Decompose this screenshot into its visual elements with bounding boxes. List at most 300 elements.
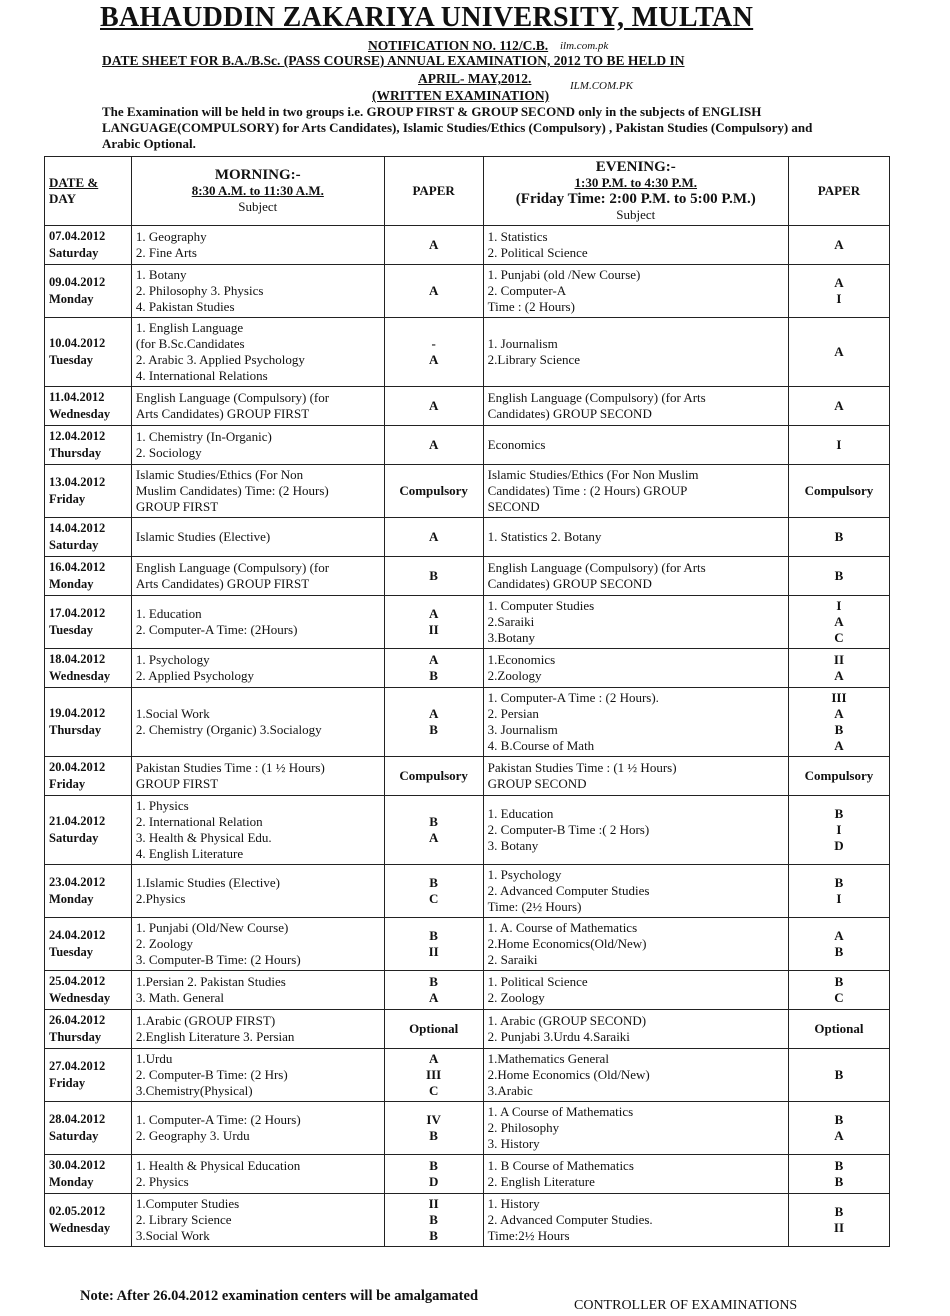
evening-paper [788,318,889,387]
evening-subjects-line: GROUP SECOND [487,776,587,791]
evening-subjects-line: English Language (Compulsory) (for Arts [487,560,706,575]
morning-paper [384,688,483,757]
exam-date: 13.04.2012 [49,475,106,489]
evening-subjects-line: 1. A. Course of Mathematics [487,920,638,935]
evening-subjects-line: Islamic Studies/Ethics (For Non Muslim [487,467,699,482]
morning-subjects [131,265,384,318]
evening-subjects-line: 1. Psychology [487,867,562,882]
morning-subjects [131,518,384,557]
evening-subjects [483,465,788,518]
exam-day: Friday [49,492,86,506]
morning-subjects-line: 2. Physics [135,1174,189,1189]
evening-subjects-line: 2. Computer-A [487,283,567,298]
exam-date: 28.04.2012 [49,1112,106,1126]
table-row [45,649,890,688]
table-row [45,1155,890,1194]
exam-date: 27.04.2012 [49,1059,106,1073]
evening-paper [788,688,889,757]
evening-paper [788,1155,889,1194]
exam-day: Wednesday [49,669,111,683]
evening-subjects-line: 3.Botany [487,630,535,645]
evening-subjects [483,596,788,649]
evening-paper-line: B [834,1204,844,1219]
morning-subjects [131,688,384,757]
table-row [45,757,890,796]
table-row [45,518,890,557]
evening-paper-line: B [834,1112,844,1127]
morning-subjects-line: Muslim Candidates) Time: (2 Hours) [135,483,329,498]
morning-paper [384,426,483,465]
morning-paper-line: - [431,336,436,351]
evening-subjects-line: SECOND [487,499,540,514]
evening-paper [788,387,889,426]
evening-paper-line: I [836,822,842,837]
date-cell [45,1049,132,1102]
morning-paper-line: A [428,398,439,413]
morning-paper-line: B [429,1228,438,1243]
morning-subjects-line: 1. Education [135,606,202,621]
evening-paper-line: A [834,614,844,629]
morning-subjects-line: 3. Health & Physical Edu. [135,830,272,845]
date-cell [45,557,132,596]
date-cell [45,1194,132,1247]
evening-paper-line: I [836,598,842,613]
evening-subjects [483,426,788,465]
evening-paper-line: III [831,690,847,705]
evening-subjects-line: Time:2½ Hours [487,1228,570,1243]
evening-subjects-line: Time : (2 Hours) [487,299,575,314]
morning-subjects-line: 1.Islamic Studies (Elective) [135,875,280,890]
date-cell [45,796,132,865]
morning-paper-line: IV [426,1112,441,1127]
morning-subjects-line: 1. Computer-A Time: (2 Hours) [135,1112,301,1127]
exam-day: Thursday [49,446,102,460]
evening-paper-line: A [834,237,844,252]
evening-subjects-line: Time: (2½ Hours) [487,899,582,914]
morning-subjects [131,426,384,465]
evening-subjects [483,318,788,387]
evening-paper-line: B [834,944,844,959]
evening-subjects-line: 2. Computer-B Time :( 2 Hors) [487,822,650,837]
table-row [45,865,890,918]
datesheet-heading-line1: DATE SHEET FOR B.A./B.Sc. (PASS COURSE) ANNUAL EXAMINATION, 2012 TO BE HELD IN [102,53,685,68]
morning-subjects-line: 1. Botany [135,267,187,282]
morning-subjects-line: 2. Applied Psychology [135,668,255,683]
morning-subjects-line: 2. Arabic 3. Applied Psychology [135,352,305,367]
evening-subjects-line: 1.Mathematics General [487,1051,609,1066]
date-cell [45,518,132,557]
exam-day: Friday [49,1076,86,1090]
evening-paper [788,1010,889,1049]
date-sheet-table [44,156,890,1247]
evening-subjects-line: 2.Home Economics (Old/New) [487,1067,650,1082]
morning-subjects-line: 1. Geography [135,229,207,244]
evening-paper-line: B [834,529,844,544]
evening-paper-line: A [834,1128,844,1143]
morning-subjects-line: 4. International Relations [135,368,268,383]
evening-subjects [483,757,788,796]
table-row [45,465,890,518]
morning-paper [384,865,483,918]
evening-paper-line: A [834,738,844,753]
morning-subjects [131,1010,384,1049]
evening-paper-line: I [836,291,842,306]
morning-paper-line: A [428,990,439,1005]
exam-date: 17.04.2012 [49,606,106,620]
evening-paper-line: II [833,652,845,667]
evening-subjects-line: 2. English Literature [487,1174,595,1189]
evening-paper [788,596,889,649]
morning-subjects [131,596,384,649]
table-row [45,1049,890,1102]
date-cell [45,265,132,318]
evening-paper [788,226,889,265]
morning-subjects-line: 2.Physics [135,891,186,906]
morning-paper-line: C [428,1083,439,1098]
morning-paper-line: II [428,944,439,959]
evening-paper [788,1049,889,1102]
evening-subjects-line: 1. Arabic (GROUP SECOND) [487,1013,647,1028]
morning-subjects-line: 1. Psychology [135,652,210,667]
morning-subjects-line: English Language (Compulsory) (for [135,560,330,575]
exam-day: Wednesday [49,991,111,1005]
date-header-label: DATE & [49,175,99,190]
date-cell [45,918,132,971]
morning-paper-line: B [429,1212,438,1227]
evening-subjects-line: 2. Philosophy [487,1120,560,1135]
exam-day: Saturday [49,538,99,552]
morning-subject-label: Subject [238,199,278,214]
morning-subjects [131,1102,384,1155]
exam-day: Tuesday [49,945,94,959]
table-row [45,918,890,971]
exam-date: 20.04.2012 [49,760,106,774]
evening-paper-line: A [834,668,844,683]
morning-paper [384,796,483,865]
morning-paper-line: B [429,668,438,683]
date-cell [45,1102,132,1155]
university-title: BAHAUDDIN ZAKARIYA UNIVERSITY, MULTAN [100,2,754,33]
morning-subjects [131,1194,384,1247]
evening-subjects [483,387,788,426]
evening-subjects-line: 1. Computer Studies [487,598,595,613]
exam-date: 11.04.2012 [49,390,105,404]
evening-subjects-line: 2. Advanced Computer Studies [487,883,650,898]
exam-day: Tuesday [49,353,94,367]
evening-paper-header: PAPER [788,157,889,226]
written-exam-heading: (WRITTEN EXAMINATION) [372,88,550,103]
evening-paper [788,757,889,796]
morning-subjects [131,465,384,518]
day-header-label: DAY [49,191,76,206]
watermark-middle: ILM.COM.PK [570,80,633,92]
datesheet-heading-line2: APRIL- MAY,2012. [418,71,532,86]
evening-subjects [483,918,788,971]
evening-subjects-line: 3. History [487,1136,540,1151]
date-day-header [45,157,132,226]
morning-subjects-line: 4. English Literature [135,846,244,861]
evening-paper-line: A [834,275,844,290]
morning-paper-line: B [429,875,438,890]
morning-subjects-line: 1. Punjabi (Old/New Course) [135,920,289,935]
morning-subjects [131,318,384,387]
evening-subjects-line: 2.Home Economics(Old/New) [487,936,647,951]
morning-paper-line: A [428,606,439,621]
morning-subjects-line: 2. Philosophy 3. Physics [135,283,264,298]
evening-subjects-line: 2. Advanced Computer Studies. [487,1212,653,1227]
morning-subjects [131,649,384,688]
evening-subjects [483,796,788,865]
evening-paper-line: B [834,875,844,890]
exam-day: Thursday [49,723,102,737]
evening-subjects [483,518,788,557]
evening-label: EVENING:- [595,159,676,175]
evening-subjects-line: 2. Political Science [487,245,588,260]
table-row [45,387,890,426]
evening-subjects-line: 1. Political Science [487,974,588,989]
evening-subjects-line: 1. Computer-A Time : (2 Hours). [487,690,659,705]
watermark-top: ilm.com.pk [560,40,609,52]
morning-subjects-line: 1.Persian 2. Pakistan Studies [135,974,286,989]
table-row [45,796,890,865]
evening-paper-line: A [834,344,844,359]
friday-time: (Friday Time: 2:00 P.M. to 5:00 P.M.) [515,191,756,207]
date-cell [45,465,132,518]
morning-subjects-line: 4. Pakistan Studies [135,299,235,314]
table-row [45,596,890,649]
morning-paper-line: B [429,568,438,583]
evening-subjects-line: 1. A Course of Mathematics [487,1104,634,1119]
morning-paper-line: A [428,283,439,298]
evening-subjects-line: 2. Persian [487,706,539,721]
exam-day: Saturday [49,246,99,260]
exam-day: Saturday [49,1129,99,1143]
evening-paper-line: B [834,974,844,989]
morning-paper-line: B [429,722,438,737]
evening-subjects [483,265,788,318]
evening-paper-line: B [834,722,844,737]
evening-subjects-line: 2. Saraiki [487,952,538,967]
morning-subjects [131,557,384,596]
evening-paper [788,518,889,557]
exam-day: Monday [49,892,94,906]
evening-paper-line: A [834,928,844,943]
evening-paper-line: Optional [814,1021,864,1036]
controller-signature: CONTROLLER OF EXAMINATIONS [574,1298,798,1313]
evening-paper-line: I [836,891,842,906]
morning-paper-line: Compulsory [399,483,468,498]
evening-time: 1:30 P.M. to 4:30 P.M. [574,175,698,190]
morning-subjects-line: GROUP FIRST [135,499,219,514]
date-cell [45,649,132,688]
morning-subjects [131,971,384,1010]
evening-paper [788,649,889,688]
evening-subjects-line: 2. Punjabi 3.Urdu 4.Saraiki [487,1029,630,1044]
morning-paper [384,1155,483,1194]
evening-paper [788,918,889,971]
morning-paper [384,318,483,387]
morning-subjects-line: 2. Computer-A Time: (2Hours) [135,622,298,637]
evening-subjects [483,1049,788,1102]
morning-subjects-line: 1.Urdu [135,1051,173,1066]
exam-day: Monday [49,292,94,306]
evening-subjects-line: 3. Journalism [487,722,558,737]
date-cell [45,757,132,796]
evening-subjects-line: 1. Education [487,806,554,821]
morning-subjects-line: 1.Arabic (GROUP FIRST) [135,1013,276,1028]
table-row [45,688,890,757]
evening-subjects [483,865,788,918]
exam-date: 24.04.2012 [49,928,106,942]
morning-subjects-line: 2. Chemistry (Organic) 3.Socialogy [135,722,322,737]
exam-date: 12.04.2012 [49,429,106,443]
evening-subjects-line: 4. B.Course of Math [487,738,595,753]
morning-paper [384,518,483,557]
notification-number: NOTIFICATION NO. 112/C.B. [368,38,549,53]
morning-subjects-line: Islamic Studies/Ethics (For Non [135,467,304,482]
morning-subjects-line: Arts Candidates) GROUP FIRST [135,406,310,421]
evening-subjects [483,557,788,596]
morning-paper-line: B [429,974,438,989]
morning-subjects-line: 3. Computer-B Time: (2 Hours) [135,952,301,967]
morning-paper-line: A [428,529,439,544]
evening-paper-line: B [834,1067,844,1082]
morning-subjects [131,757,384,796]
evening-paper-line: B [834,568,844,583]
evening-paper [788,796,889,865]
morning-paper-line: III [426,1067,442,1082]
table-row [45,1194,890,1247]
morning-paper [384,1102,483,1155]
evening-paper-line: II [833,1220,845,1235]
date-cell [45,1155,132,1194]
morning-paper-line: B [429,928,438,943]
evening-paper-line: B [834,806,844,821]
morning-subjects-line: (for B.Sc.Candidates [135,336,245,351]
morning-paper [384,265,483,318]
morning-paper [384,1049,483,1102]
morning-subjects-line: 2. Sociology [135,445,202,460]
morning-paper [384,226,483,265]
evening-subjects-line: 2.Saraiki [487,614,535,629]
exam-day: Thursday [49,1030,102,1044]
morning-subjects [131,1155,384,1194]
date-cell [45,688,132,757]
morning-paper [384,918,483,971]
evening-subjects-line: Economics [487,437,546,452]
evening-subjects-line: 1. Journalism [487,336,558,351]
evening-paper [788,971,889,1010]
evening-subjects [483,226,788,265]
morning-subjects-line: 1. English Language [135,320,244,335]
exam-day: Friday [49,777,86,791]
evening-subject-label: Subject [616,207,656,222]
evening-paper-line: Compulsory [804,483,874,498]
date-cell [45,387,132,426]
footer-note: Note: After 26.04.2012 examination centers will be amalgamated [80,1288,479,1304]
morning-paper [384,971,483,1010]
morning-subjects-line: 3.Social Work [135,1228,210,1243]
morning-paper [384,649,483,688]
evening-paper [788,465,889,518]
exam-date: 25.04.2012 [49,974,106,988]
morning-paper-line: A [428,1051,439,1066]
morning-subjects [131,387,384,426]
morning-paper-line: D [428,1174,439,1189]
evening-paper-line: Compulsory [804,768,874,783]
morning-subjects-line: 1. Chemistry (In-Organic) [135,429,272,444]
evening-paper [788,265,889,318]
morning-subjects-line: 1.Social Work [135,706,210,721]
evening-subjects-line: 1. History [487,1196,540,1211]
evening-subjects-line: 2. Zoology [487,990,545,1005]
evening-subjects-line: 1.Economics [487,652,556,667]
table-header-row [45,157,890,226]
morning-subjects-line: GROUP FIRST [135,776,219,791]
evening-subjects-line: 1. Statistics [487,229,548,244]
morning-paper [384,1194,483,1247]
morning-paper-line: B [429,814,438,829]
morning-subjects [131,226,384,265]
morning-paper-line: A [428,830,439,845]
morning-paper-header: PAPER [384,157,483,226]
evening-paper-line: A [834,706,844,721]
evening-paper [788,426,889,465]
table-row [45,226,890,265]
date-cell [45,865,132,918]
morning-header [131,157,384,226]
morning-subjects [131,1049,384,1102]
evening-subjects [483,1102,788,1155]
morning-subjects-line: 3.Chemistry(Physical) [135,1083,253,1098]
morning-paper-line: A [428,652,439,667]
exam-date: 10.04.2012 [49,336,106,350]
table-row [45,318,890,387]
morning-paper-line: B [429,1158,438,1173]
evening-paper [788,557,889,596]
morning-subjects-line: 2. International Relation [135,814,263,829]
morning-subjects-line: English Language (Compulsory) (for [135,390,330,405]
morning-subjects-line: 1.Computer Studies [135,1196,240,1211]
morning-paper-line: A [428,237,439,252]
morning-subjects-line: Arts Candidates) GROUP FIRST [135,576,310,591]
evening-paper-line: B [834,1158,844,1173]
evening-paper-line: A [834,398,844,413]
evening-subjects-line: 2.Zoology [487,668,542,683]
morning-paper [384,387,483,426]
morning-subjects-line: 2. Fine Arts [135,245,197,260]
evening-subjects [483,1010,788,1049]
morning-paper-line: A [428,706,439,721]
morning-paper-line: II [428,1196,439,1211]
morning-paper-line: B [429,1128,438,1143]
evening-subjects [483,971,788,1010]
evening-paper-line: C [834,630,844,645]
morning-paper [384,1010,483,1049]
exam-date: 09.04.2012 [49,275,106,289]
evening-subjects-line: 2.Library Science [487,352,581,367]
date-cell [45,426,132,465]
date-cell [45,596,132,649]
morning-paper-line: C [428,891,439,906]
morning-subjects [131,865,384,918]
exam-day: Monday [49,577,94,591]
evening-subjects [483,688,788,757]
exam-date: 26.04.2012 [49,1013,106,1027]
table-row [45,265,890,318]
morning-subjects-line: 2. Zoology [135,936,193,951]
morning-subjects [131,918,384,971]
